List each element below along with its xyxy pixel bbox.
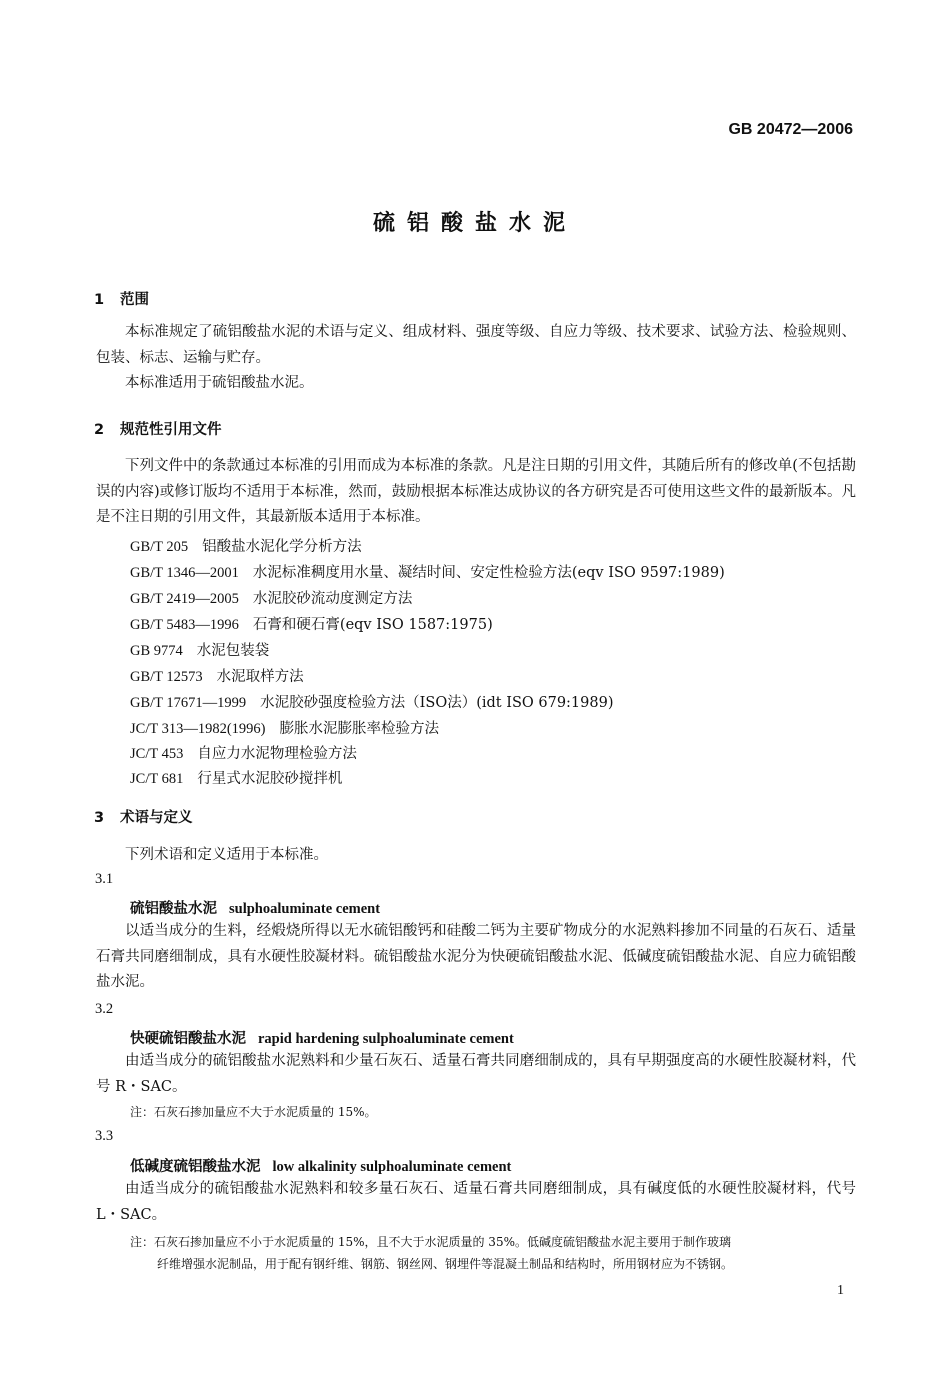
section-3-heading: [94, 806, 193, 827]
page-number: 1: [837, 1283, 844, 1298]
term-chinese: 快硬硫铝酸盐水泥: [130, 1030, 246, 1047]
reference-code: GB/T 12573: [130, 669, 203, 685]
section-title: 术语与定义: [120, 810, 193, 826]
paragraph: 由适当成分的硫铝酸盐水泥熟料和较多量石灰石、适量石膏共同磨细制成，具有碱度低的水硬性胶凝材料，代号 L・SAC。: [96, 1181, 856, 1223]
reference-name: 水泥标准稠度用水量、凝结时间、安定性检验方法(eqv ISO 9597:1989): [252, 565, 725, 581]
reference-code: JC/T 453: [130, 746, 184, 762]
clause-number: 3.1: [95, 871, 114, 887]
section-title: 规范性引用文件: [120, 422, 222, 438]
term-heading: [130, 1155, 511, 1176]
section-1-heading: [94, 288, 149, 309]
reference-code: JC/T 681: [130, 771, 184, 787]
term-english: rapid hardening sulphoaluminate cement: [258, 1031, 514, 1047]
section-2-body: [96, 454, 856, 531]
section-number: 2: [94, 422, 105, 438]
term-heading: [130, 1027, 514, 1048]
reference-code: GB/T 2419—2005: [130, 591, 239, 607]
reference-name: 铝酸盐水泥化学分析方法: [202, 539, 362, 555]
term-definition: [96, 1049, 856, 1100]
reference-name: 自应力水泥物理检验方法: [197, 746, 357, 762]
reference-item: [130, 587, 412, 608]
section-1-body: [96, 320, 856, 397]
note-line: 注：石灰石掺加量应不小于水泥质量的 15%，且不大于水泥质量的 35%。低碱度硫铝酸盐水泥主要用于制作玻璃: [130, 1235, 731, 1249]
term-heading: [130, 897, 380, 918]
paragraph: 由适当成分的硫铝酸盐水泥熟料和少量石灰石、适量石膏共同磨细制成的，具有早期强度高的水硬性胶凝材料，代号 R・SAC。: [96, 1053, 856, 1095]
reference-code: GB 9774: [130, 643, 183, 659]
reference-item: [130, 561, 725, 582]
paragraph: 下列文件中的条款通过本标准的引用而成为本标准的条款。凡是注日期的引用文件，其随后所有的修改单(不包括勘误的内容)或修订版均不适用于本标准，然而，鼓励根据本标准达成协议的各方研究是否可使用这些文件的最新版本。凡是不注日期的引用文件，其最新版本适用于本标准。: [96, 458, 856, 525]
reference-code: GB/T 17671—1999: [130, 695, 247, 711]
reference-code: GB/T 1346—2001: [130, 565, 239, 581]
reference-item: [130, 742, 357, 763]
reference-item: [130, 665, 304, 686]
reference-name: 水泥取样方法: [216, 669, 304, 685]
reference-code: JC/T 313—1982(1996): [130, 721, 266, 737]
term-chinese: 低碱度硫铝酸盐水泥: [130, 1158, 261, 1175]
section-3-intro: [96, 843, 856, 869]
section-number: 3: [94, 810, 105, 826]
standard-number: GB 20472—2006: [728, 121, 853, 138]
reference-name: 水泥包装袋: [196, 643, 270, 659]
section-2-heading: [94, 418, 222, 439]
term-english: sulphoaluminate cement: [229, 901, 381, 917]
reference-item: [130, 639, 269, 660]
reference-name: 膨胀水泥膨胀率检验方法: [279, 721, 439, 737]
term-english: low alkalinity sulphoaluminate cement: [272, 1159, 512, 1175]
reference-item: [130, 717, 439, 738]
reference-name: 水泥胶砂流动度测定方法: [252, 591, 413, 607]
reference-name: 行星式水泥胶砂搅拌机: [197, 771, 343, 787]
document-title: 硫铝酸盐水泥: [372, 211, 577, 236]
reference-item: [130, 691, 614, 712]
term-definition: [96, 1177, 856, 1228]
reference-item: [130, 767, 342, 788]
reference-code: GB/T 5483—1996: [130, 617, 239, 633]
reference-name: 水泥胶砂强度检验方法（ISO法）(idt ISO 679:1989): [260, 695, 614, 711]
paragraph: 本标准规定了硫铝酸盐水泥的术语与定义、组成材料、强度等级、自应力等级、技术要求、试验方法、检验规则、包装、标志、运输与贮存。: [96, 324, 856, 366]
term-chinese: 硫铝酸盐水泥: [130, 900, 217, 917]
note: [130, 1231, 860, 1275]
paragraph: 本标准适用于硫铝酸盐水泥。: [125, 375, 314, 391]
clause-number: 3.2: [95, 1001, 114, 1017]
term-definition: [96, 919, 856, 996]
note: 注：石灰石掺加量应不大于水泥质量的 15%。: [130, 1105, 377, 1119]
reference-code: GB/T 205: [130, 539, 189, 555]
reference-item: [130, 613, 493, 634]
clause-number: 3.3: [95, 1128, 114, 1144]
paragraph: 以适当成分的生料，经煅烧所得以无水硫铝酸钙和硅酸二钙为主要矿物成分的水泥熟料掺加不同量的石灰石、适量石膏共同磨细制成，具有水硬性胶凝材料。硫铝酸盐水泥分为快硬硫铝酸盐水泥、低碱度硫铝酸盐水泥、自应力硫铝酸盐水泥。: [96, 923, 856, 990]
note-line: 纤维增强水泥制品，用于配有钢纤维、钢筋、钢丝网、钢埋件等混凝土制品和结构时，所用钢材应为不锈钢。: [157, 1257, 734, 1271]
reference-item: [130, 535, 362, 556]
paragraph: 下列术语和定义适用于本标准。: [125, 847, 328, 863]
reference-name: 石膏和硬石膏(eqv ISO 1587:1975): [252, 617, 493, 633]
section-number: 1: [94, 292, 105, 308]
section-title: 范围: [120, 292, 149, 308]
